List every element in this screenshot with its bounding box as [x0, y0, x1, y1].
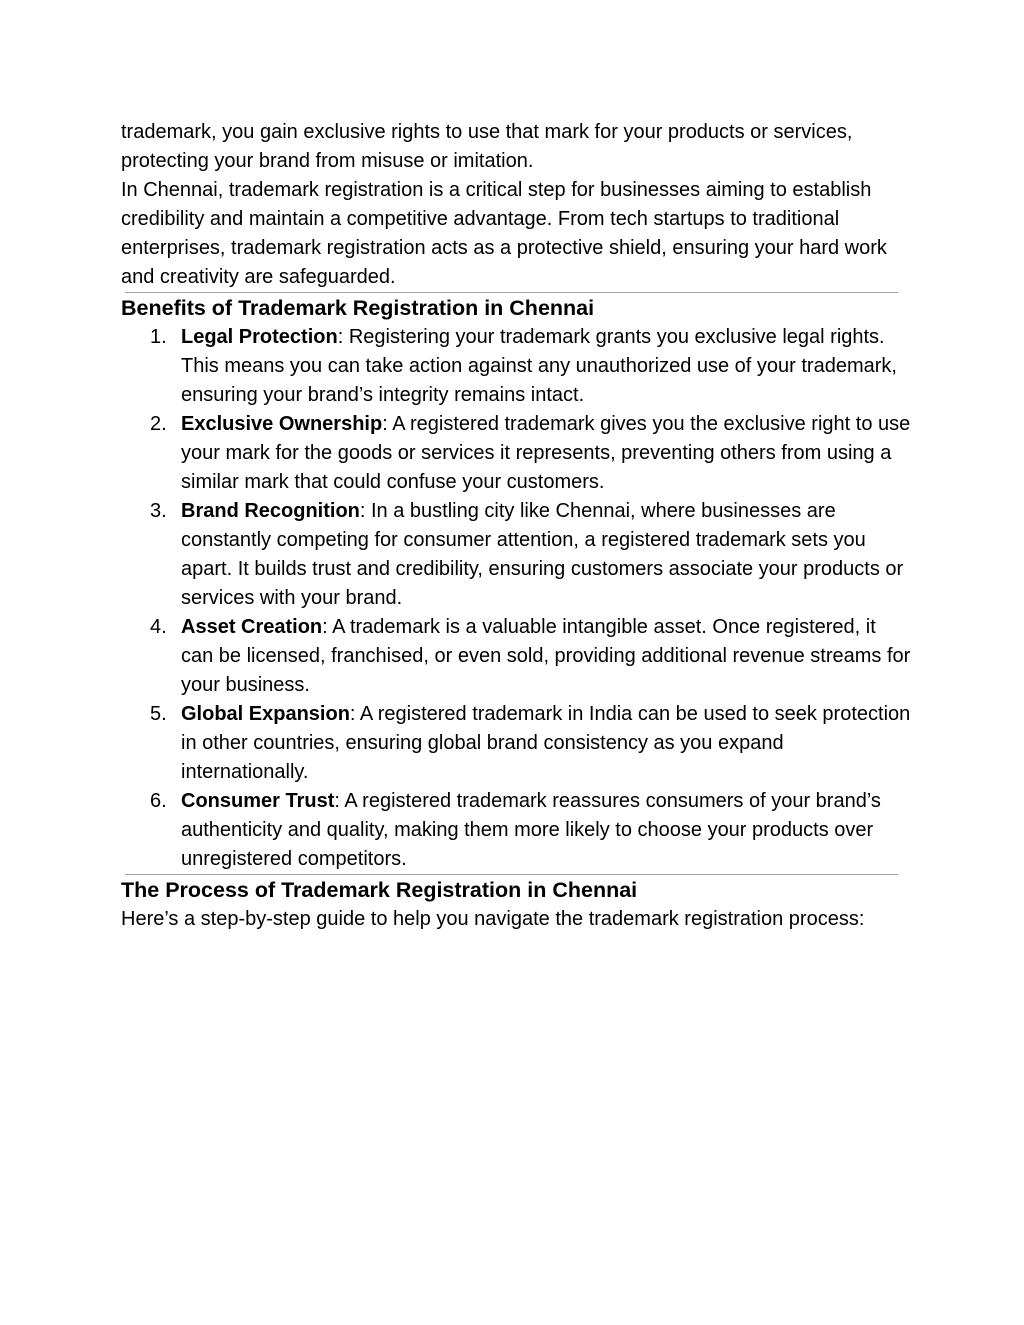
benefits-heading: Benefits of Trademark Registration in Chennai	[121, 296, 595, 320]
process-heading: The Process of Trademark Registration in Chennai	[121, 878, 638, 902]
list-item-title: Exclusive Ownership	[181, 413, 383, 435]
list-item-title: Global Expansion	[181, 703, 350, 725]
list-item-number: 1.	[150, 326, 167, 348]
intro-paragraph-1: trademark, you gain exclusive rights to use that mark for your products or services, protecting your brand from misuse or imitation.	[121, 121, 853, 172]
list-item-text: : A registered trademark in India can be used to seek protection in other countries, ensuring global brand consistency as you expand internationally.	[181, 703, 911, 783]
benefits-list	[121, 323, 911, 874]
list-item	[121, 613, 911, 700]
list-item-number: 3.	[150, 500, 167, 522]
list-item-title: Legal Protection	[181, 326, 338, 348]
list-item-title: Brand Recognition	[181, 500, 360, 522]
list-item-number: 6.	[150, 790, 167, 812]
list-item	[121, 700, 911, 787]
list-item-text: : Registering your trademark grants you exclusive legal rights. This means you can take action against any unauthorized use of your trademark, ensuring your brand’s integrity remains intact.	[181, 326, 897, 406]
list-item-number: 4.	[150, 616, 167, 638]
list-item-text: : In a bustling city like Chennai, where businesses are constantly competing for consumer attention, a registered trademark sets you apart. It builds trust and credibility, ensuring customers associate your products or services with your brand.	[181, 500, 904, 609]
list-item	[121, 497, 911, 613]
list-item-title: Asset Creation	[181, 616, 323, 638]
list-item	[121, 787, 911, 874]
list-item-title: Consumer Trust	[181, 790, 335, 812]
list-item-number: 2.	[150, 413, 167, 435]
process-intro-paragraph: Here’s a step-by-step guide to help you navigate the trademark registration process:	[121, 908, 865, 930]
intro-paragraph-2: In Chennai, trademark registration is a critical step for businesses aiming to establish credibility and maintain a competitive advantage. From tech startups to traditional enterprises, trademark registration acts as a protective shield, ensuring your hard work and creativity are safeguarded.	[121, 179, 887, 288]
list-item-text: : A trademark is a valuable intangible asset. Once registered, it can be licensed, franchised, or even sold, providing additional revenue streams for your business.	[181, 616, 911, 696]
list-item-number: 5.	[150, 703, 167, 725]
list-item-text: : A registered trademark reassures consumers of your brand’s authenticity and quality, making them more likely to choose your products over unregistered competitors.	[181, 790, 881, 870]
list-item	[121, 323, 911, 410]
list-item-text: : A registered trademark gives you the exclusive right to use your mark for the goods or services it represents, preventing others from using a similar mark that could confuse your customers.	[181, 413, 911, 493]
document-page	[121, 118, 911, 934]
list-item	[121, 410, 911, 497]
